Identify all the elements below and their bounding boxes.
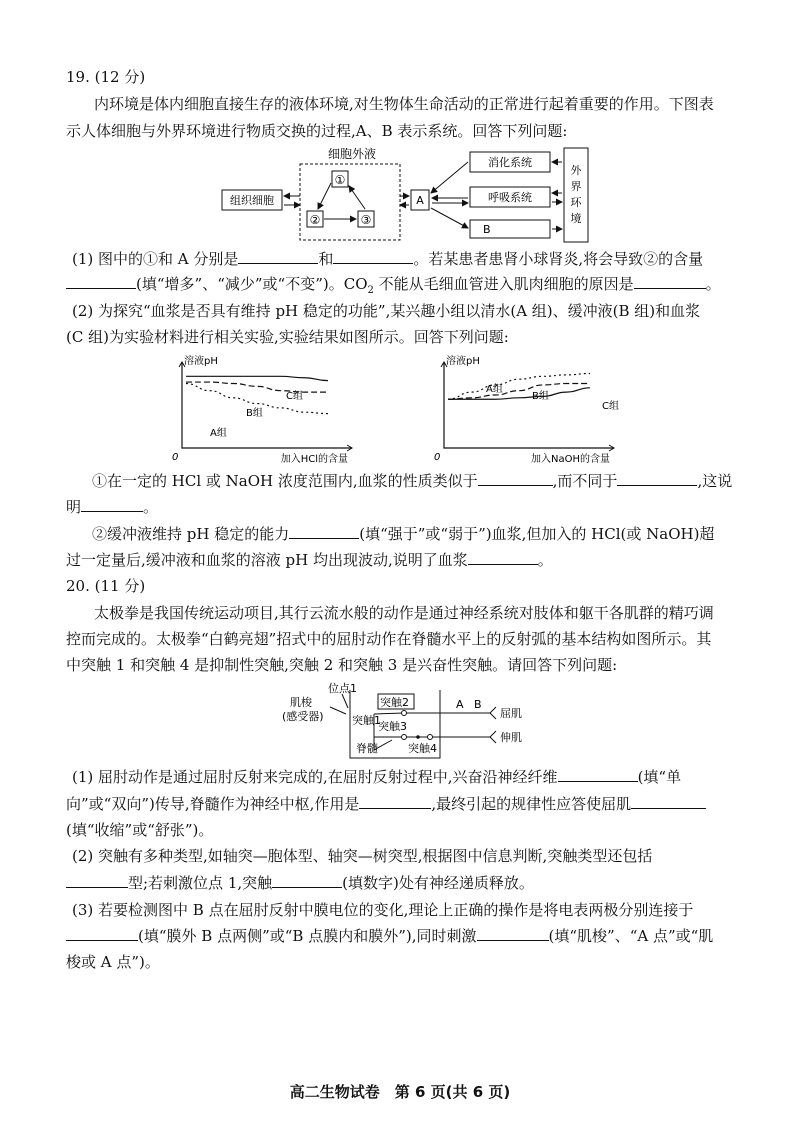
series-label: B组 — [532, 391, 549, 402]
answer-blank[interactable] — [478, 471, 553, 486]
env-char-3: 环 — [570, 196, 582, 209]
series-label: A组 — [486, 384, 503, 395]
origin-label: 0 — [172, 452, 179, 463]
tissue-cell-label: 组织细胞 — [230, 194, 274, 207]
x-axis-label: 加入NaOH的含量 — [531, 454, 610, 464]
point-a-label: A — [456, 698, 464, 711]
synapse-3-label: 突触3 — [378, 720, 407, 733]
axes — [444, 362, 614, 448]
q20-part1-line3: (填“收缩”或“舒张”)。 — [66, 821, 214, 839]
site-1-label: 位点1 — [328, 682, 357, 695]
answer-blank[interactable] — [558, 767, 638, 782]
external-environment-box — [564, 148, 588, 242]
naoh-ph-chart — [430, 352, 630, 464]
extracellular-fluid-label: 细胞外液 — [328, 147, 377, 161]
exchange-diagram — [210, 138, 610, 248]
q20-intro-line3: 中突触 1 和突触 4 是抑制性突触,突触 2 和突触 3 是兴奋性突触。请回答下列问题: — [66, 656, 618, 674]
x-axis-label: 加入HCl的含量 — [280, 454, 348, 464]
q19-part1-line1: (1) 图中的①和 A 分别是 和 。若某患者患肾小球肾炎,将会导致②的含量 — [72, 250, 704, 268]
synapse-4-label: 突触4 — [408, 742, 437, 755]
arrow-3-to-1 — [349, 186, 365, 209]
env-char-2: 界 — [570, 180, 582, 193]
y-axis-label: 溶液pH — [446, 356, 480, 367]
answer-blank[interactable] — [272, 873, 342, 888]
system-a-label: A — [416, 194, 424, 207]
answer-blank[interactable] — [289, 524, 359, 539]
q20-part2-line2: 型;若刺激位点 1,突触 (填数字)处有神经递质释放。 — [66, 872, 534, 894]
q20-part3-line2: (填“膜外 B 点两侧”或“B 点膜内和膜外”),同时刺激 (填“肌梭”、“A 点”或“肌 — [66, 925, 713, 947]
q20-intro-line1: 太极拳是我国传统运动项目,其行云流水般的动作是通过神经系统对肢体和躯干各肌群的精巧调 — [94, 604, 714, 622]
respiratory-system-label: 呼吸系统 — [488, 191, 532, 204]
node-2-label: ② — [309, 213, 321, 227]
synapse-1-label: 突触1 — [352, 714, 381, 727]
q20-part3-line3: 梭或 A 点”)。 — [66, 953, 160, 971]
arrow-1-to-2 — [318, 183, 331, 209]
origin-label: 0 — [434, 452, 441, 463]
hcl-ph-chart — [168, 352, 368, 464]
reflex-arc-diagram — [280, 680, 530, 762]
q19-intro-line2: 示人体细胞与外界环境进行物质交换的过程,A、B 表示系统。回答下列问题: — [66, 122, 568, 140]
page-footer: 高二生物试卷 第 6 页(共 6 页) — [289, 1083, 511, 1101]
q19-part2-sub1-line1: ①在一定的 HCl 或 NaOH 浓度范围内,血浆的性质类似于 ,而不同于 ,这说 — [92, 472, 733, 490]
synapse-4-node — [428, 735, 433, 740]
q19-part2-sub1-line2: 明 。 — [66, 498, 159, 516]
answer-blank[interactable] — [66, 926, 138, 941]
q20-intro-line2: 控而完成的。太极拳“白鹤亮翅”招式中的屈肘动作在脊髓水平上的反射弧的基本结构如图所示。其 — [66, 630, 712, 648]
node-1-label: ① — [334, 173, 346, 187]
q20-header: 20. (11 分) — [66, 577, 146, 595]
flexor-label: 屈肌 — [500, 707, 522, 720]
series-line — [448, 384, 590, 400]
extensor-ending — [490, 731, 496, 743]
answer-blank[interactable] — [359, 794, 431, 809]
synapse-2-node — [402, 711, 407, 716]
q19-part1-line2: (填“增多”、“减少”或“不变”)。$CO_2$ 不能从毛细血管进入肌肉细胞的原因是 。 — [66, 273, 721, 302]
env-char-1: 外 — [570, 164, 582, 177]
answer-blank[interactable] — [81, 497, 143, 512]
site-1-pointer — [342, 694, 348, 708]
q19-header: 19. (12 分) — [66, 68, 146, 86]
extensor-label: 伸肌 — [500, 731, 522, 744]
series-label: B组 — [246, 408, 263, 419]
point-b-label: B — [474, 698, 482, 711]
q19-part2-sub2-line2: 过一定量后,缓冲液和血浆的溶液 pH 均出现波动,说明了血浆 。 — [66, 551, 553, 569]
series-label: A组 — [210, 428, 227, 439]
arrow-a-to-b — [431, 208, 468, 228]
answer-blank[interactable] — [66, 873, 128, 888]
axes — [182, 362, 352, 448]
synapse-3-node — [402, 735, 407, 740]
answer-blank[interactable] — [634, 274, 706, 289]
answer-blank[interactable] — [333, 249, 413, 264]
spindle-pointer — [330, 707, 346, 714]
series-label: C组 — [602, 401, 619, 412]
answer-blank[interactable] — [617, 471, 697, 486]
y-axis-label: 溶液pH — [184, 356, 218, 367]
spinal-cord-label: 脊髓 — [356, 742, 378, 755]
system-b-box — [470, 220, 550, 238]
answer-blank[interactable] — [238, 249, 318, 264]
series-line — [186, 376, 328, 380]
q20-part1-line1: (1) 屈肘动作是通过屈肘反射来完成的,在屈肘反射过程中,兴奋沿神经纤维 (填“单 — [72, 768, 682, 786]
node-3-label: ③ — [360, 213, 372, 227]
env-char-4: 境 — [570, 212, 582, 225]
answer-blank[interactable] — [631, 794, 706, 809]
series-line — [448, 373, 590, 399]
flexor-ending — [490, 707, 496, 719]
system-b-label: B — [483, 223, 491, 236]
synapse-2-label: 突触2 — [380, 696, 409, 709]
arrow-digest-to-a — [431, 162, 468, 193]
muscle-spindle-label: 肌梭 — [290, 696, 312, 709]
flexor-efferent-line — [374, 713, 490, 714]
q19-part2-line1: (2) 为探究“血浆是否具有维持 pH 稳定的功能”,某兴趣小组以清水(A 组)、缓冲液(B 组)和血浆 — [72, 302, 701, 320]
q20-part3-line1: (3) 若要检测图中 B 点在屈肘反射中膜电位的变化,理论上正确的操作是将电表两极分别连接于 — [72, 901, 694, 919]
answer-blank[interactable] — [468, 550, 538, 565]
series-label: C组 — [286, 391, 303, 402]
extracellular-fluid-box — [300, 164, 400, 240]
q19-part2-sub2-line1: ②缓冲液维持 pH 稳定的能力 (填“强于”或“弱于”)血浆,但加入的 HCl(或 NaOH)超 — [92, 525, 715, 543]
series-line — [186, 382, 328, 392]
q20-part2-line1: (2) 突触有多种类型,如轴突—胞体型、轴突—树突型,根据图中信息判断,突触类型还包括 — [72, 847, 653, 865]
q19-intro-line1: 内环境是体内细胞直接生存的液体环境,对生物体生命活动的正常进行起着重要的作用。下图表 — [94, 95, 714, 113]
digestive-system-label: 消化系统 — [488, 156, 532, 169]
answer-blank[interactable] — [477, 926, 549, 941]
answer-blank[interactable] — [66, 274, 136, 289]
q20-part1-line2: 向”或“双向”)传导,脊髓作为神经中枢,作用是 ,最终引起的规律性应答使屈肌 — [66, 793, 706, 815]
q19-part2-line2: (C 组)为实验材料进行相关实验,实验结果如图所示。回答下列问题: — [66, 328, 509, 346]
receptor-label: (感受器) — [282, 710, 324, 723]
interneuron-dot — [416, 735, 420, 739]
